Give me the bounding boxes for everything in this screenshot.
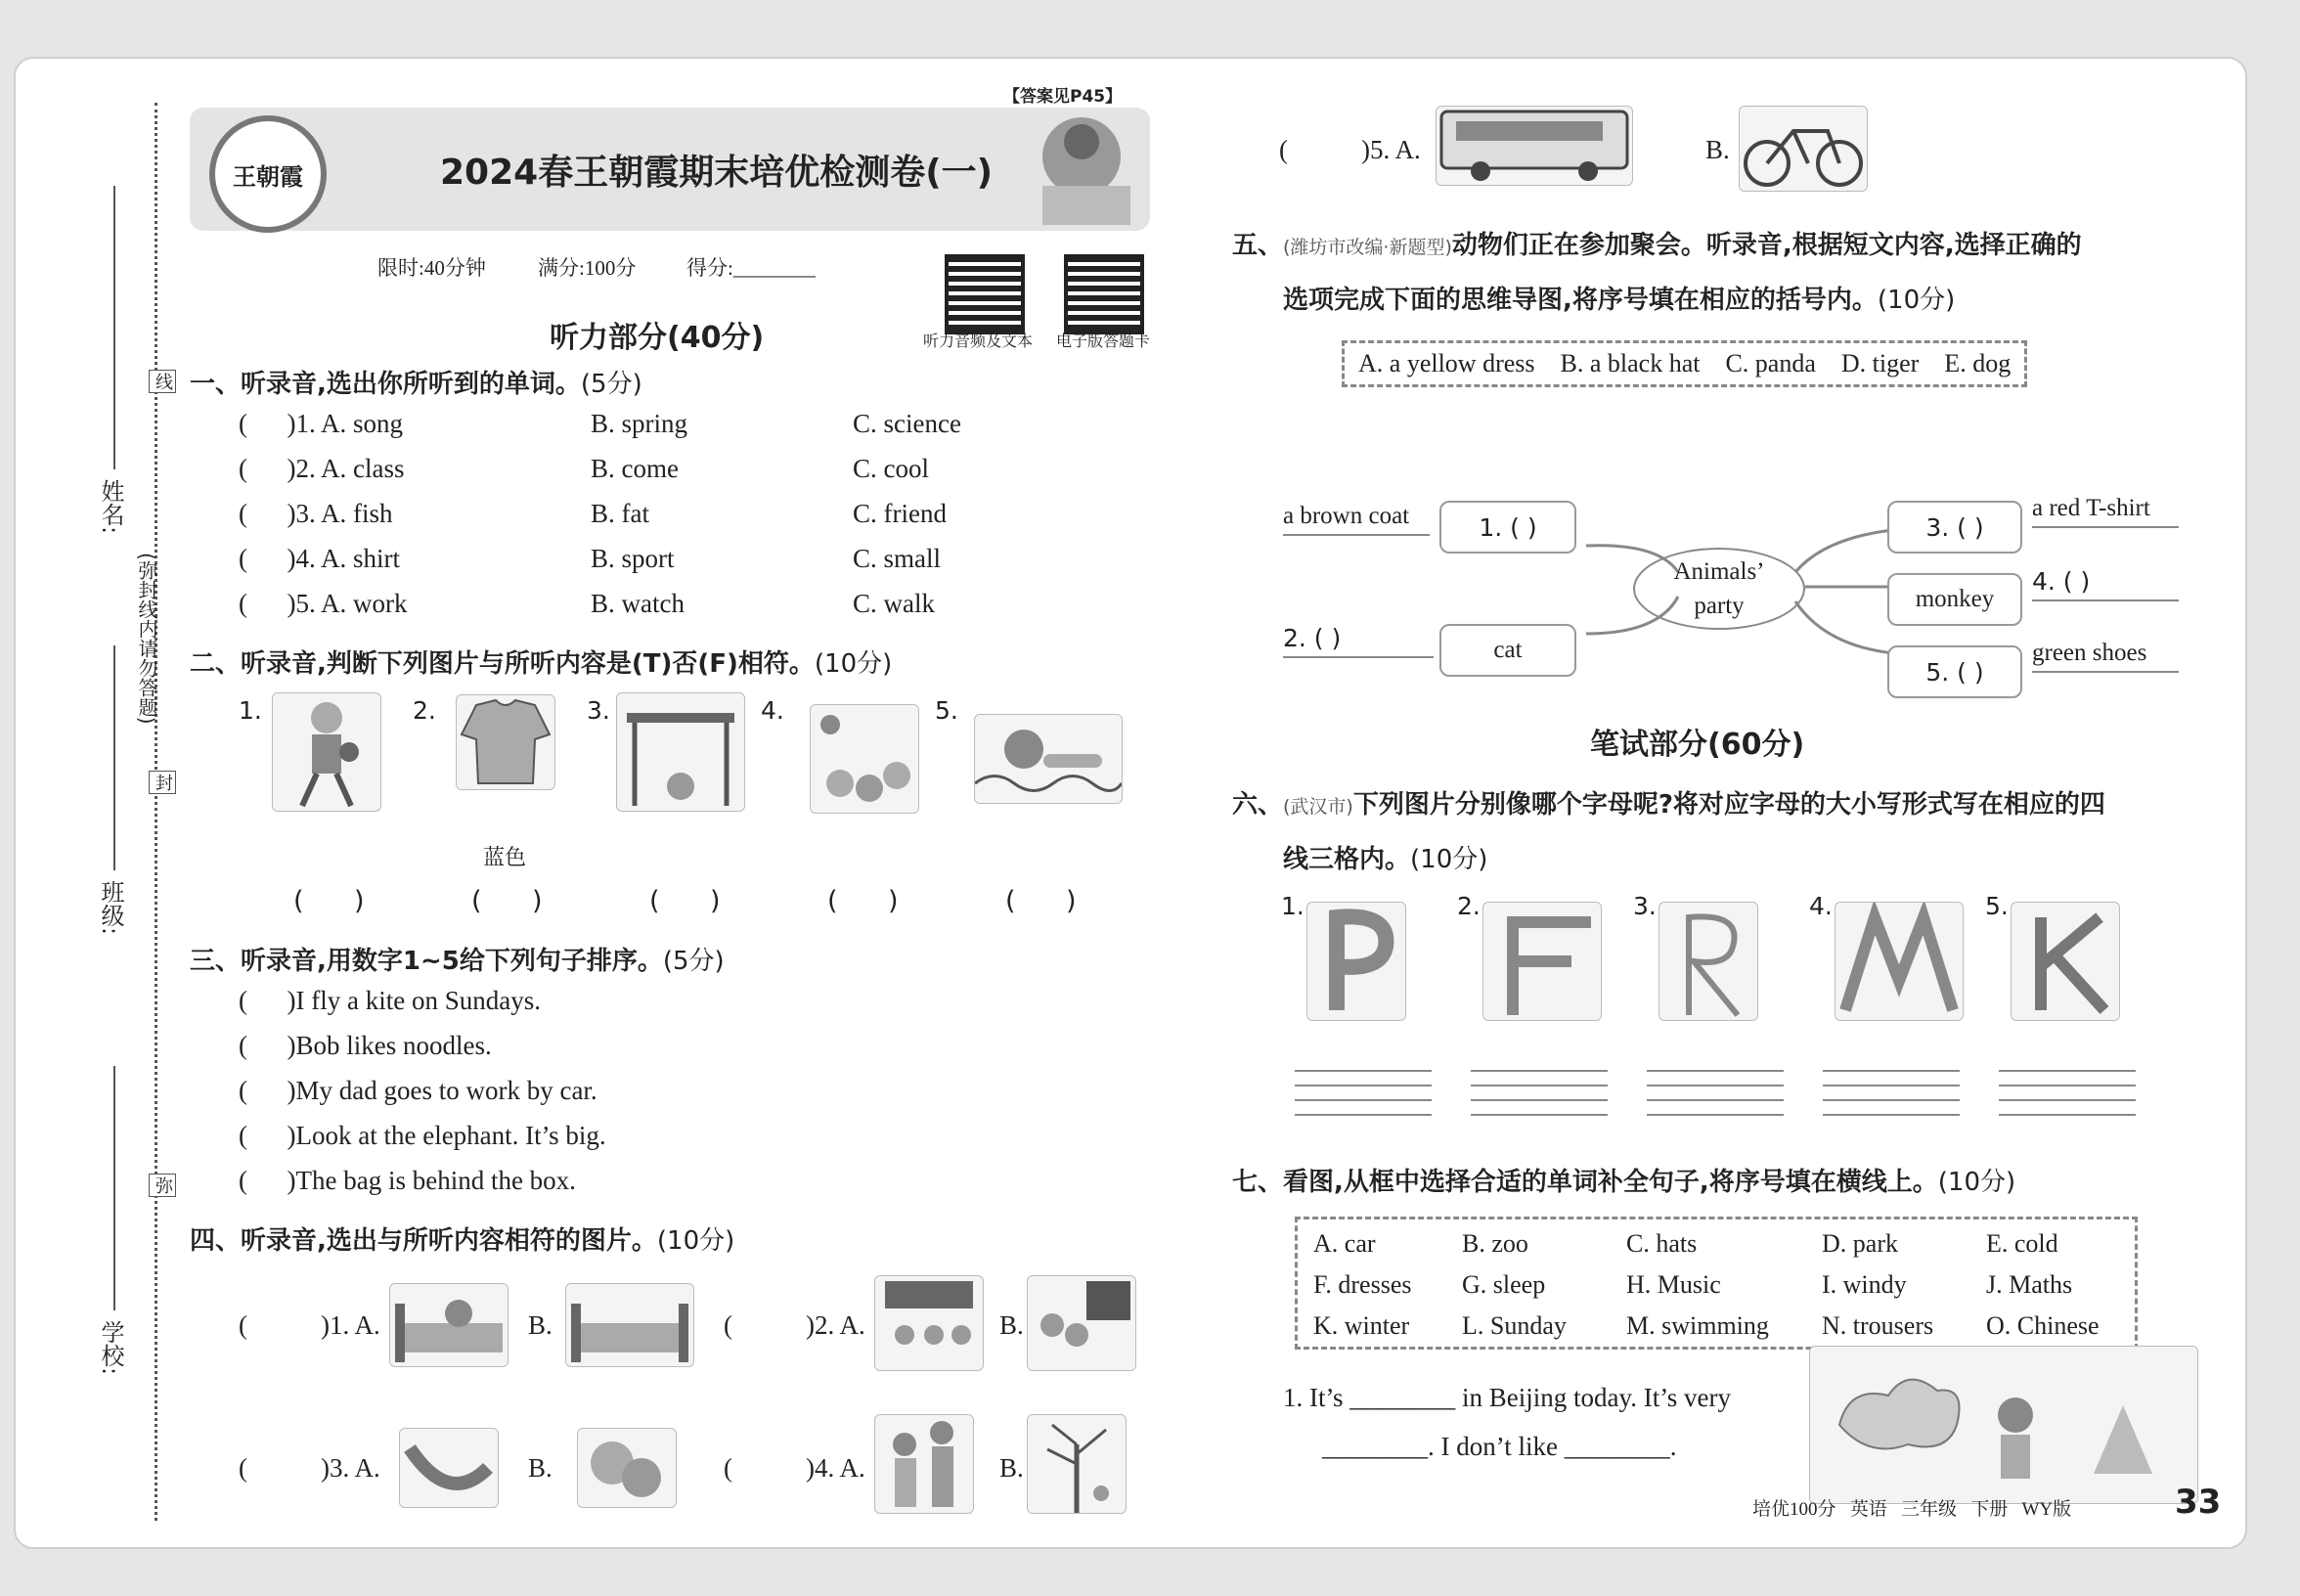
logo-text: 王朝霞: [233, 162, 303, 191]
qr1-caption: 听力音频及文本: [923, 332, 1034, 350]
q5-title-line2: 选项完成下面的思维导图,将序号填在相应的括号内。(10分): [1283, 286, 1956, 315]
q2-answer-2[interactable]: ( ): [471, 886, 543, 916]
q2-num-5: 5.: [935, 696, 958, 725]
bed-teddy-image: [389, 1283, 509, 1367]
mark-mi: 弥: [149, 1174, 176, 1197]
list-item: ( )Bob likes noodles.: [239, 1031, 492, 1060]
flowers-bee-image: [810, 704, 919, 814]
list-item: ( )2. A. class B. come C. cool: [239, 454, 929, 483]
q3-list: [239, 986, 606, 1211]
q4-item-3: ( )3. A. B. ( )4. A. B.: [239, 1395, 1138, 1512]
windy-cold-day-image: [1809, 1346, 2198, 1504]
table-cat-image: [616, 692, 745, 812]
listening-heading: 听力部分(40分): [550, 321, 765, 355]
q1-title-text: 一、听录音,选出你所听到的单词。: [190, 370, 581, 399]
mind-map-blank-1[interactable]: 1. ( ): [1439, 501, 1576, 554]
list-item: ( )My dad goes to work by car.: [239, 1076, 597, 1105]
mind-map-blank-2[interactable]: 2. ( ): [1283, 624, 1434, 658]
four-line-grid-1[interactable]: [1295, 1070, 1432, 1129]
mind-map-blank-5[interactable]: 5. ( ): [1887, 645, 2022, 698]
word-bank-row: A. car B. zoo C. hats D. park E. cold: [1313, 1229, 2058, 1258]
boy-basketball-image: [272, 692, 381, 812]
apples-image: [577, 1428, 677, 1508]
writing-heading: 笔试部分(60分): [1590, 728, 1805, 762]
q2-num-2: 2.: [413, 696, 436, 725]
flamingo-r-shape-image: [1659, 902, 1758, 1021]
mountains-m-shape-image: [1835, 902, 1964, 1021]
mind-map-blank-4[interactable]: 4. ( ): [2032, 567, 2179, 601]
crocodile-f-shape-image: [1482, 902, 1602, 1021]
q1-title: [190, 364, 642, 400]
q6-num-1: 1.: [1281, 892, 1305, 920]
label-brown-coat: a brown coat: [1283, 503, 1430, 536]
list-item: ( )3. A. fish B. fat C. friend: [239, 499, 947, 528]
exam-sheet: [14, 57, 2247, 1549]
qr2-caption: 电子版答题卡: [1056, 332, 1151, 350]
qr-code-answer-card-icon[interactable]: [1064, 254, 1144, 334]
four-line-grid-5[interactable]: [1999, 1070, 2136, 1129]
q4-title: 四、听录音,选出与所听内容相符的图片。(10分): [190, 1226, 735, 1256]
q2-num-4: 4.: [761, 696, 784, 725]
sweater-color-label: 蓝色: [483, 846, 527, 870]
qr-code-audio-icon[interactable]: [945, 254, 1025, 334]
teacher-students-image: [1027, 1275, 1136, 1371]
bicycle-image: [1739, 106, 1868, 192]
wolf-k-shape-image: [2011, 902, 2120, 1021]
class-blank[interactable]: [113, 645, 115, 870]
binding-line: [155, 103, 157, 1521]
sweater-image: [456, 694, 555, 790]
label-red-tshirt: a red T-shirt: [2032, 495, 2179, 528]
list-item: ( )5. A. work B. watch C. walk: [239, 589, 935, 618]
meta-time: 限时:40分钟: [377, 256, 486, 280]
q6-title: 六、(武汉市)下列图片分别像哪个字母呢?将对应字母的大小写形式写在相应的四: [1232, 790, 2105, 820]
bananas-image: [399, 1428, 499, 1508]
list-item: ( )4. A. shirt B. sport C. small: [239, 544, 942, 573]
answer-paren[interactable]: (: [239, 589, 288, 618]
q7-sentence-1a[interactable]: 1. It’s ________ in Beijing today. It’s very: [1283, 1383, 1731, 1412]
answer-paren[interactable]: (: [239, 544, 288, 573]
meta-score: 得分:________: [686, 256, 816, 280]
node-cat: cat: [1439, 624, 1576, 677]
list-item: ( )1. A. song B. spring C. science: [239, 409, 961, 438]
q6-title-line2: 线三格内。(10分): [1283, 845, 1488, 874]
bed-image: [565, 1283, 694, 1367]
q6-num-3: 3.: [1633, 892, 1657, 920]
bus-image: [1436, 106, 1633, 186]
q1-list: [239, 409, 961, 634]
q2-answer-1[interactable]: ( ): [293, 886, 365, 916]
name-blank[interactable]: [113, 186, 115, 469]
q4-item-1: ( )1. A. B. ( )2. A. B.: [239, 1262, 1138, 1379]
mark-xian: 线: [149, 370, 176, 393]
mind-map-center: Animals’ party: [1633, 548, 1805, 630]
answer-ref: 【答案见P45】: [1003, 87, 1123, 107]
list-item: ( )I fly a kite on Sundays.: [239, 986, 541, 1015]
q3-title: 三、听录音,用数字1~5给下列句子排序。(5分): [190, 947, 725, 976]
mark-feng: 封: [149, 771, 176, 794]
q1-points: (5分): [580, 370, 642, 399]
no-answer-note: (弥封线内请勿答题): [135, 553, 158, 725]
swimming-boy-image: [974, 714, 1123, 804]
label-green-shoes: green shoes: [2032, 640, 2179, 673]
answer-paren[interactable]: (: [239, 499, 288, 528]
footer-text: 培优100分 英语 三年级 下册 WY版: [1752, 1499, 2072, 1520]
q2-answer-3[interactable]: ( ): [649, 886, 721, 916]
four-line-grid-3[interactable]: [1647, 1070, 1784, 1129]
tree-children-image: [1027, 1414, 1127, 1514]
word-bank-row: K. winter L. Sunday M. swimming N. trousers O. Chinese: [1313, 1311, 2100, 1340]
meta-full: 满分:100分: [538, 256, 637, 280]
exam-title: 2024春王朝霞期末培优检测卷(一): [440, 153, 994, 193]
q7-word-bank: [1295, 1217, 2138, 1350]
four-line-grid-2[interactable]: [1471, 1070, 1608, 1129]
classroom-image: [874, 1275, 984, 1371]
q2-num-3: 3.: [587, 696, 610, 725]
q6-num-5: 5.: [1985, 892, 2009, 920]
q2-answer-5[interactable]: ( ): [1005, 886, 1077, 916]
list-item: ( )The bag is behind the box.: [239, 1166, 576, 1195]
mind-map-blank-3[interactable]: 3. ( ): [1887, 501, 2022, 554]
school-label: 学校:: [97, 1320, 124, 1376]
answer-paren[interactable]: (: [239, 454, 288, 483]
node-monkey: monkey: [1887, 573, 2022, 626]
q7-sentence-1b[interactable]: ________. I don’t like ________.: [1322, 1432, 1677, 1461]
list-item: ( )Look at the elephant. It’s big.: [239, 1121, 606, 1150]
q2-num-1: 1.: [239, 696, 262, 725]
q4-item-5: ( )5. A. B.: [1279, 98, 1964, 205]
q2-title: 二、听录音,判断下列图片与所听内容是(T)否(F)相符。(10分): [190, 649, 893, 679]
q2-answer-4[interactable]: ( ): [827, 886, 899, 916]
mother-son-image: [874, 1414, 974, 1514]
logo-badge: [209, 115, 327, 233]
school-blank[interactable]: [113, 1066, 115, 1310]
letter-p-shape-image: [1306, 902, 1406, 1021]
q6-num-4: 4.: [1809, 892, 1833, 920]
q5-options-box: A. a yellow dress B. a black hat C. panda D. tiger E. dog: [1342, 340, 2027, 387]
page-number: 33: [2175, 1483, 2222, 1522]
q6-num-2: 2.: [1457, 892, 1481, 920]
word-bank-row: F. dresses G. sleep H. Music I. windy J. Maths: [1313, 1270, 2073, 1299]
q5-title: 五、(潍坊市改编·新题型)动物们正在参加聚会。听录音,根据短文内容,选择正确的: [1232, 231, 2082, 260]
title-illustration-icon: [1013, 88, 1150, 235]
class-label: 班级:: [97, 880, 124, 936]
answer-paren[interactable]: (: [239, 409, 288, 438]
four-line-grid-4[interactable]: [1823, 1070, 1960, 1129]
name-label: 姓名:: [97, 479, 124, 535]
q7-title: 七、看图,从框中选择合适的单词补全句子,将序号填在横线上。(10分): [1232, 1168, 2016, 1197]
